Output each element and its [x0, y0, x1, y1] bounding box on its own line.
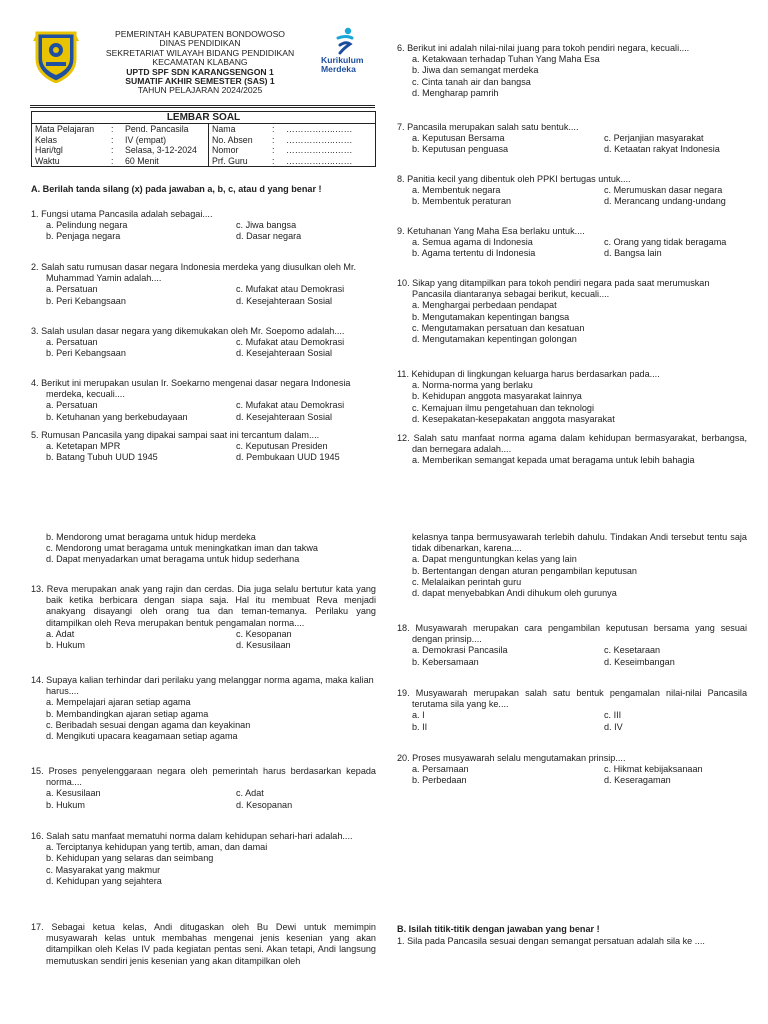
option[interactable]: c. Merumuskan dasar negara — [604, 185, 723, 196]
option[interactable]: b. Mendorong umat beragama untuk hidup merdeka — [46, 532, 256, 542]
option[interactable]: b. Jiwa dan semangat merdeka — [412, 65, 539, 76]
option[interactable]: d. Dasar negara — [236, 231, 302, 242]
sheet-info-table — [32, 124, 375, 166]
question-5 — [31, 430, 376, 464]
option[interactable]: a. Semua agama di Indonesia — [412, 237, 533, 248]
option[interactable]: c. III — [604, 710, 622, 721]
question-6 — [397, 43, 747, 99]
option[interactable]: c. Hikmat kebijaksanaan — [604, 764, 703, 775]
question-14 — [31, 675, 376, 742]
question-11 — [397, 369, 747, 425]
option[interactable]: a. Dapat menguntungkan kelas yang lain — [412, 554, 577, 565]
option[interactable]: d. Dapat menyadarkan umat beragama untuk hidup sederhana — [46, 554, 300, 565]
option[interactable]: c. Masyarakat yang makmur — [46, 864, 161, 875]
option[interactable]: d. Kesepakatan-kesepakatan anggota masyarakat — [412, 413, 615, 424]
option[interactable]: b. Bertentangan dengan aturan pengambilan keputusan — [412, 565, 637, 576]
question-stem: 20. Proses musyawarah selalu mengutamakan prinsip.... — [397, 753, 626, 763]
option[interactable]: c. Mufakat atau Demokrasi — [236, 284, 345, 295]
option[interactable]: b. Batang Tubuh UUD 1945 — [46, 452, 158, 463]
letterhead — [90, 30, 310, 96]
option[interactable]: a. Persatuan — [46, 284, 98, 295]
question-1 — [31, 209, 376, 243]
info-colon: : — [111, 124, 114, 134]
option[interactable]: c. Mufakat atau Demokrasi — [236, 337, 345, 348]
question-stem: 6. Berikut ini adalah nilai-nilai juang para tokoh pendiri negara, kecuali.... — [397, 43, 690, 53]
question-2 — [31, 262, 376, 307]
option[interactable]: d. Bangsa lain — [604, 248, 662, 259]
question-stem: 10. Sikap yang ditampilkan para tokoh pendiri negara pada saat merumuskan Pancasila diantaranya sebagai berikut, kecuali.... — [397, 278, 710, 300]
exam-name: SUMATIF AKHIR SEMESTER (SAS) 1 — [125, 76, 275, 87]
info-value: Selasa, 3-12-2024 — [125, 145, 197, 156]
section-b-instruction: B. Isilah titik-titik dengan jawaban yang benar ! — [397, 924, 600, 934]
option[interactable]: b. Membentuk peraturan — [412, 196, 512, 207]
option[interactable]: a. Norma-norma yang berlaku — [412, 380, 533, 391]
option[interactable]: a. Persatuan — [46, 400, 98, 411]
option[interactable]: c. Beribadah sesuai dengan agama dan keyakinan — [46, 719, 251, 730]
option[interactable]: a. Keputusan Bersama — [412, 133, 505, 144]
option[interactable]: d. Pembukaan UUD 1945 — [236, 452, 340, 463]
essay-question-1: 1. Sila pada Pancasila sesuai dengan semangat persatuan adalah sila ke .... — [397, 936, 705, 946]
option[interactable]: d. Mengikuti upacara keagamaan setiap agama — [46, 731, 238, 742]
question-stem: 16. Salah satu manfaat mematuhi norma dalam kehidupan sehari-hari adalah.... — [31, 831, 353, 841]
sheet-info-row — [32, 135, 375, 146]
option[interactable]: c. Cinta tanah air dan bangsa — [412, 76, 531, 87]
option[interactable]: a. Menghargai perbedaan pendapat — [412, 300, 557, 311]
question-stem: 2. Salah satu rumusan dasar negara Indonesia merdeka yang diusulkan oleh Mr. Muhammad Yamin adalah.... — [31, 262, 357, 284]
question-16 — [31, 831, 376, 887]
letterhead-line: KECAMATAN KLABANG — [152, 57, 248, 68]
letterhead-rule — [30, 105, 375, 108]
option[interactable]: c. Adat — [236, 788, 264, 799]
info-colon: : — [272, 124, 275, 134]
question-stem: 18. Musyawarah merupakan cara pengambilan keputusan bersama yang sesuai dengan prinsip.... — [397, 623, 747, 645]
option[interactable]: b. Hukum — [46, 640, 85, 651]
question-20 — [397, 753, 747, 787]
info-value: 60 Menit — [125, 155, 159, 166]
question-stem: 12. Salah satu manfaat norma agama dalam kehidupan bermasyarakat, berbangsa, dan bernegara adalah.... — [397, 433, 747, 455]
info-label: Kelas — [35, 134, 58, 145]
option[interactable]: a. Ketakwaan terhadap Tuhan Yang Maha Esa — [412, 54, 600, 65]
option[interactable]: c. Kesetaraan — [604, 645, 661, 656]
option[interactable]: b. Peri Kebangsaan — [46, 348, 126, 359]
option[interactable]: d. Mengharap pamrih — [412, 87, 499, 98]
kurikulum-merdeka-text: Kurikulum Merdeka — [321, 55, 364, 74]
question-stem: 17. Sebagai ketua kelas, Andi ditugaskan oleh Bu Dewi untuk memimpin musyawarah kelas untuk membahas mengenai jenis kesenian yang akan ditampilkan oleh Kelas IV pada kegiatan pentas seni. Akan tetapi, Andi langsung memutuskan sendiri jenis kesenian yang akan ditampilkan oleh — [31, 922, 376, 966]
question-17 — [31, 922, 376, 967]
info-colon: : — [111, 145, 114, 156]
option[interactable]: b. Agama tertentu di Indonesia — [412, 248, 536, 259]
letterhead-line: SEKRETARIAT WILAYAH BIDANG PENDIDIKAN — [105, 47, 295, 58]
option[interactable]: a. Memberikan semangat kepada umat beragama untuk lebih bahagia — [412, 455, 695, 466]
option[interactable]: b. Mengutamakan kepentingan bangsa — [412, 311, 570, 322]
option[interactable]: a. I — [412, 710, 425, 721]
teacher-field[interactable]: ……………..…… — [286, 155, 353, 166]
info-label: Prf. Guru — [209, 156, 270, 167]
question-stem: 1. Fungsi utama Pancasila adalah sebagai.... — [31, 209, 213, 219]
sheet-info-row — [32, 145, 375, 156]
question-8 — [397, 174, 747, 208]
question-stem: 5. Rumusan Pancasila yang dipakai sampai saat ini tercantum dalam.... — [31, 430, 320, 440]
question-stem: 7. Pancasila merupakan salah satu bentuk.... — [397, 122, 579, 132]
question-stem: 4. Berikut ini merupakan usulan Ir. Soekarno mengenai dasar negara Indonesia merdeka, kecuali.... — [31, 378, 351, 400]
option[interactable]: a. Membentuk negara — [412, 185, 501, 196]
question-stem: 14. Supaya kalian terhindar dari perilaku yang melanggar norma agama, maka kalian harus.... — [31, 675, 374, 697]
info-colon: : — [111, 155, 114, 166]
question-stem: 11. Kehidupan di lingkungan keluarga harus berdasarkan pada.... — [397, 369, 660, 379]
option[interactable]: a. Ketetapan MPR — [46, 441, 121, 452]
name-field[interactable]: ……………..…… — [286, 124, 353, 134]
answer-sheet-box — [31, 111, 376, 167]
question-13 — [31, 584, 376, 651]
info-label: No. Absen — [209, 135, 270, 146]
option[interactable]: c. Mendorong umat beragama untuk meningkatkan iman dan takwa — [46, 543, 318, 554]
option[interactable]: b. Kehidupan yang selaras dan seimbang — [46, 853, 214, 864]
option[interactable]: a. Kesusilaan — [46, 788, 101, 799]
option[interactable]: b. Membandingkan ajaran setiap agama — [46, 708, 209, 719]
kurikulum-merdeka-icon — [330, 26, 360, 56]
school-name: UPTD SPF SDN KARANGSENGON 1 — [126, 66, 274, 77]
option[interactable]: c. Melalaikan perintah guru — [412, 576, 522, 587]
question-12 — [397, 433, 747, 467]
option[interactable]: d. Kesejahteraan Sosial — [236, 295, 333, 306]
letterhead-line: PEMERINTAH KABUPATEN BONDOWOSO — [115, 29, 285, 39]
option[interactable]: d. Kehidupan yang sejahtera — [46, 875, 162, 886]
question-stem: 8. Panitia kecil yang dibentuk oleh PPKI bertugas untuk.... — [397, 174, 631, 184]
letterhead-line: DINAS PENDIDIKAN — [159, 38, 241, 49]
info-colon: : — [272, 134, 275, 145]
option[interactable]: d. Keseragaman — [604, 775, 671, 786]
option[interactable]: a. Terciptanya kehidupan yang tertib, aman, dan damai — [46, 842, 268, 853]
option[interactable]: b. Ketuhanan yang berkebudayaan — [46, 411, 188, 422]
info-label: Nomor — [209, 145, 270, 156]
option[interactable]: b. Kehidupan anggota masyarakat lainnya — [412, 391, 582, 402]
option[interactable]: a. Persatuan — [46, 337, 98, 348]
info-label: Waktu — [35, 155, 60, 166]
option[interactable]: d. IV — [604, 721, 623, 732]
info-label: Hari/tgl — [35, 145, 63, 156]
option[interactable]: d. Kesusilaan — [236, 640, 291, 651]
option[interactable]: a. Adat — [46, 628, 75, 639]
question-4 — [31, 378, 376, 423]
option[interactable]: d. dapat menyebabkan Andi dihukum oleh gurunya — [412, 588, 617, 599]
info-colon: : — [272, 155, 275, 166]
info-label: Nama — [209, 124, 270, 135]
option[interactable]: b. Peri Kebangsaan — [46, 295, 126, 306]
option[interactable]: c. Kemajuan ilmu pengetahuan dan teknologi — [412, 402, 595, 413]
question-3 — [31, 326, 376, 360]
question-stem: 13. Reva merupakan anak yang rajin dan cerdas. Dia juga selalu bertutur kata yang baik ketika berbicara dengan siapa saja. Hal itu membuat Reva menjadi anakyang disayangi oleh orang tua dan teman-temanya. Perilaku yang ditampilkan oleh Reva merupakan bentuk pengamalan norma.... — [31, 584, 376, 628]
info-label: Mata Pelajaran — [35, 124, 95, 134]
option[interactable]: c. Keputusan Presiden — [236, 441, 328, 452]
absen-field[interactable]: ……………..…… — [286, 134, 353, 145]
info-colon: : — [272, 145, 275, 156]
sheet-info-row — [32, 156, 375, 167]
option[interactable]: b. Hukum — [46, 799, 85, 810]
option[interactable]: c. Mengutamakan persatuan dan kesatuan — [412, 322, 585, 333]
option[interactable]: d. Kesejahteraan Sosial — [236, 348, 333, 359]
kurikulum-merdeka-logo — [318, 26, 378, 82]
info-colon: : — [111, 134, 114, 145]
sheet-title: LEMBAR SOAL — [32, 112, 375, 124]
option[interactable]: d. Keseimbangan — [604, 656, 675, 667]
question-9 — [397, 226, 747, 260]
question-12-continued — [31, 532, 376, 566]
option[interactable]: a. Demokrasi Pancasila — [412, 645, 508, 656]
option[interactable]: c. Perjanjian masyarakat — [604, 133, 704, 144]
question-stem: 9. Ketuhanan Yang Maha Esa berlaku untuk.... — [397, 226, 585, 236]
section-a-instruction: A. Berilah tanda silang (x) pada jawaban a, b, c, atau d yang benar ! — [31, 184, 322, 194]
question-7 — [397, 122, 747, 156]
option[interactable]: a. Mempelajari ajaran setiap agama — [46, 697, 191, 708]
option[interactable]: d. Ketaatan rakyat Indonesia — [604, 144, 720, 155]
option[interactable]: b. Perbedaan — [412, 775, 467, 786]
option[interactable]: c. Mufakat atau Demokrasi — [236, 400, 345, 411]
option[interactable]: c. Orang yang tidak beragama — [604, 237, 727, 248]
option[interactable]: d. Mengutamakan kepentingan golongan — [412, 334, 577, 345]
option[interactable]: b. Kebersamaan — [412, 656, 479, 667]
option[interactable]: b. Keputusan penguasa — [412, 144, 509, 155]
question-10 — [397, 278, 747, 345]
bondowoso-emblem — [33, 29, 79, 83]
question-stem: 19. Musyawarah merupakan salah satu bentuk pengamalan nilai-nilai Pancasila terutama sila yang ke.... — [397, 688, 747, 710]
sheet-info-row — [32, 124, 375, 135]
option[interactable]: c. Kesopanan — [236, 628, 292, 639]
question-17-continued — [397, 532, 747, 599]
option[interactable]: d. Kesopanan — [236, 799, 293, 810]
option[interactable]: b. II — [412, 721, 428, 732]
option[interactable]: a. Persamaan — [412, 764, 469, 775]
question-18 — [397, 623, 747, 668]
number-field[interactable]: ……………..…… — [286, 145, 353, 156]
option[interactable]: d. Merancang undang-undang — [604, 196, 726, 207]
question-stem: 3. Salah usulan dasar negara yang dikemukakan oleh Mr. Soepomo adalah.... — [31, 326, 345, 336]
academic-year: TAHUN PELAJARAN 2024/2025 — [137, 85, 263, 96]
question-stem: kelasnya tanpa bermusyawarah terlebih dahulu. Tindakan Andi tersebut tentu saja tidak dibenarkan, karena.... — [412, 532, 747, 554]
info-value: Pend. Pancasila — [125, 124, 189, 134]
question-stem: 15. Proses penyelenggaraan negara oleh pemerintah harus berdasarkan kepada norma.... — [31, 766, 376, 788]
option[interactable]: a. Pelindung negara — [46, 220, 128, 231]
option[interactable]: d. Kesejahteraan Sosial — [236, 411, 333, 422]
option[interactable]: b. Penjaga negara — [46, 231, 121, 242]
info-value: IV (empat) — [125, 134, 167, 145]
option[interactable]: c. Jiwa bangsa — [236, 220, 297, 231]
question-15 — [31, 766, 376, 811]
question-19 — [397, 688, 747, 733]
